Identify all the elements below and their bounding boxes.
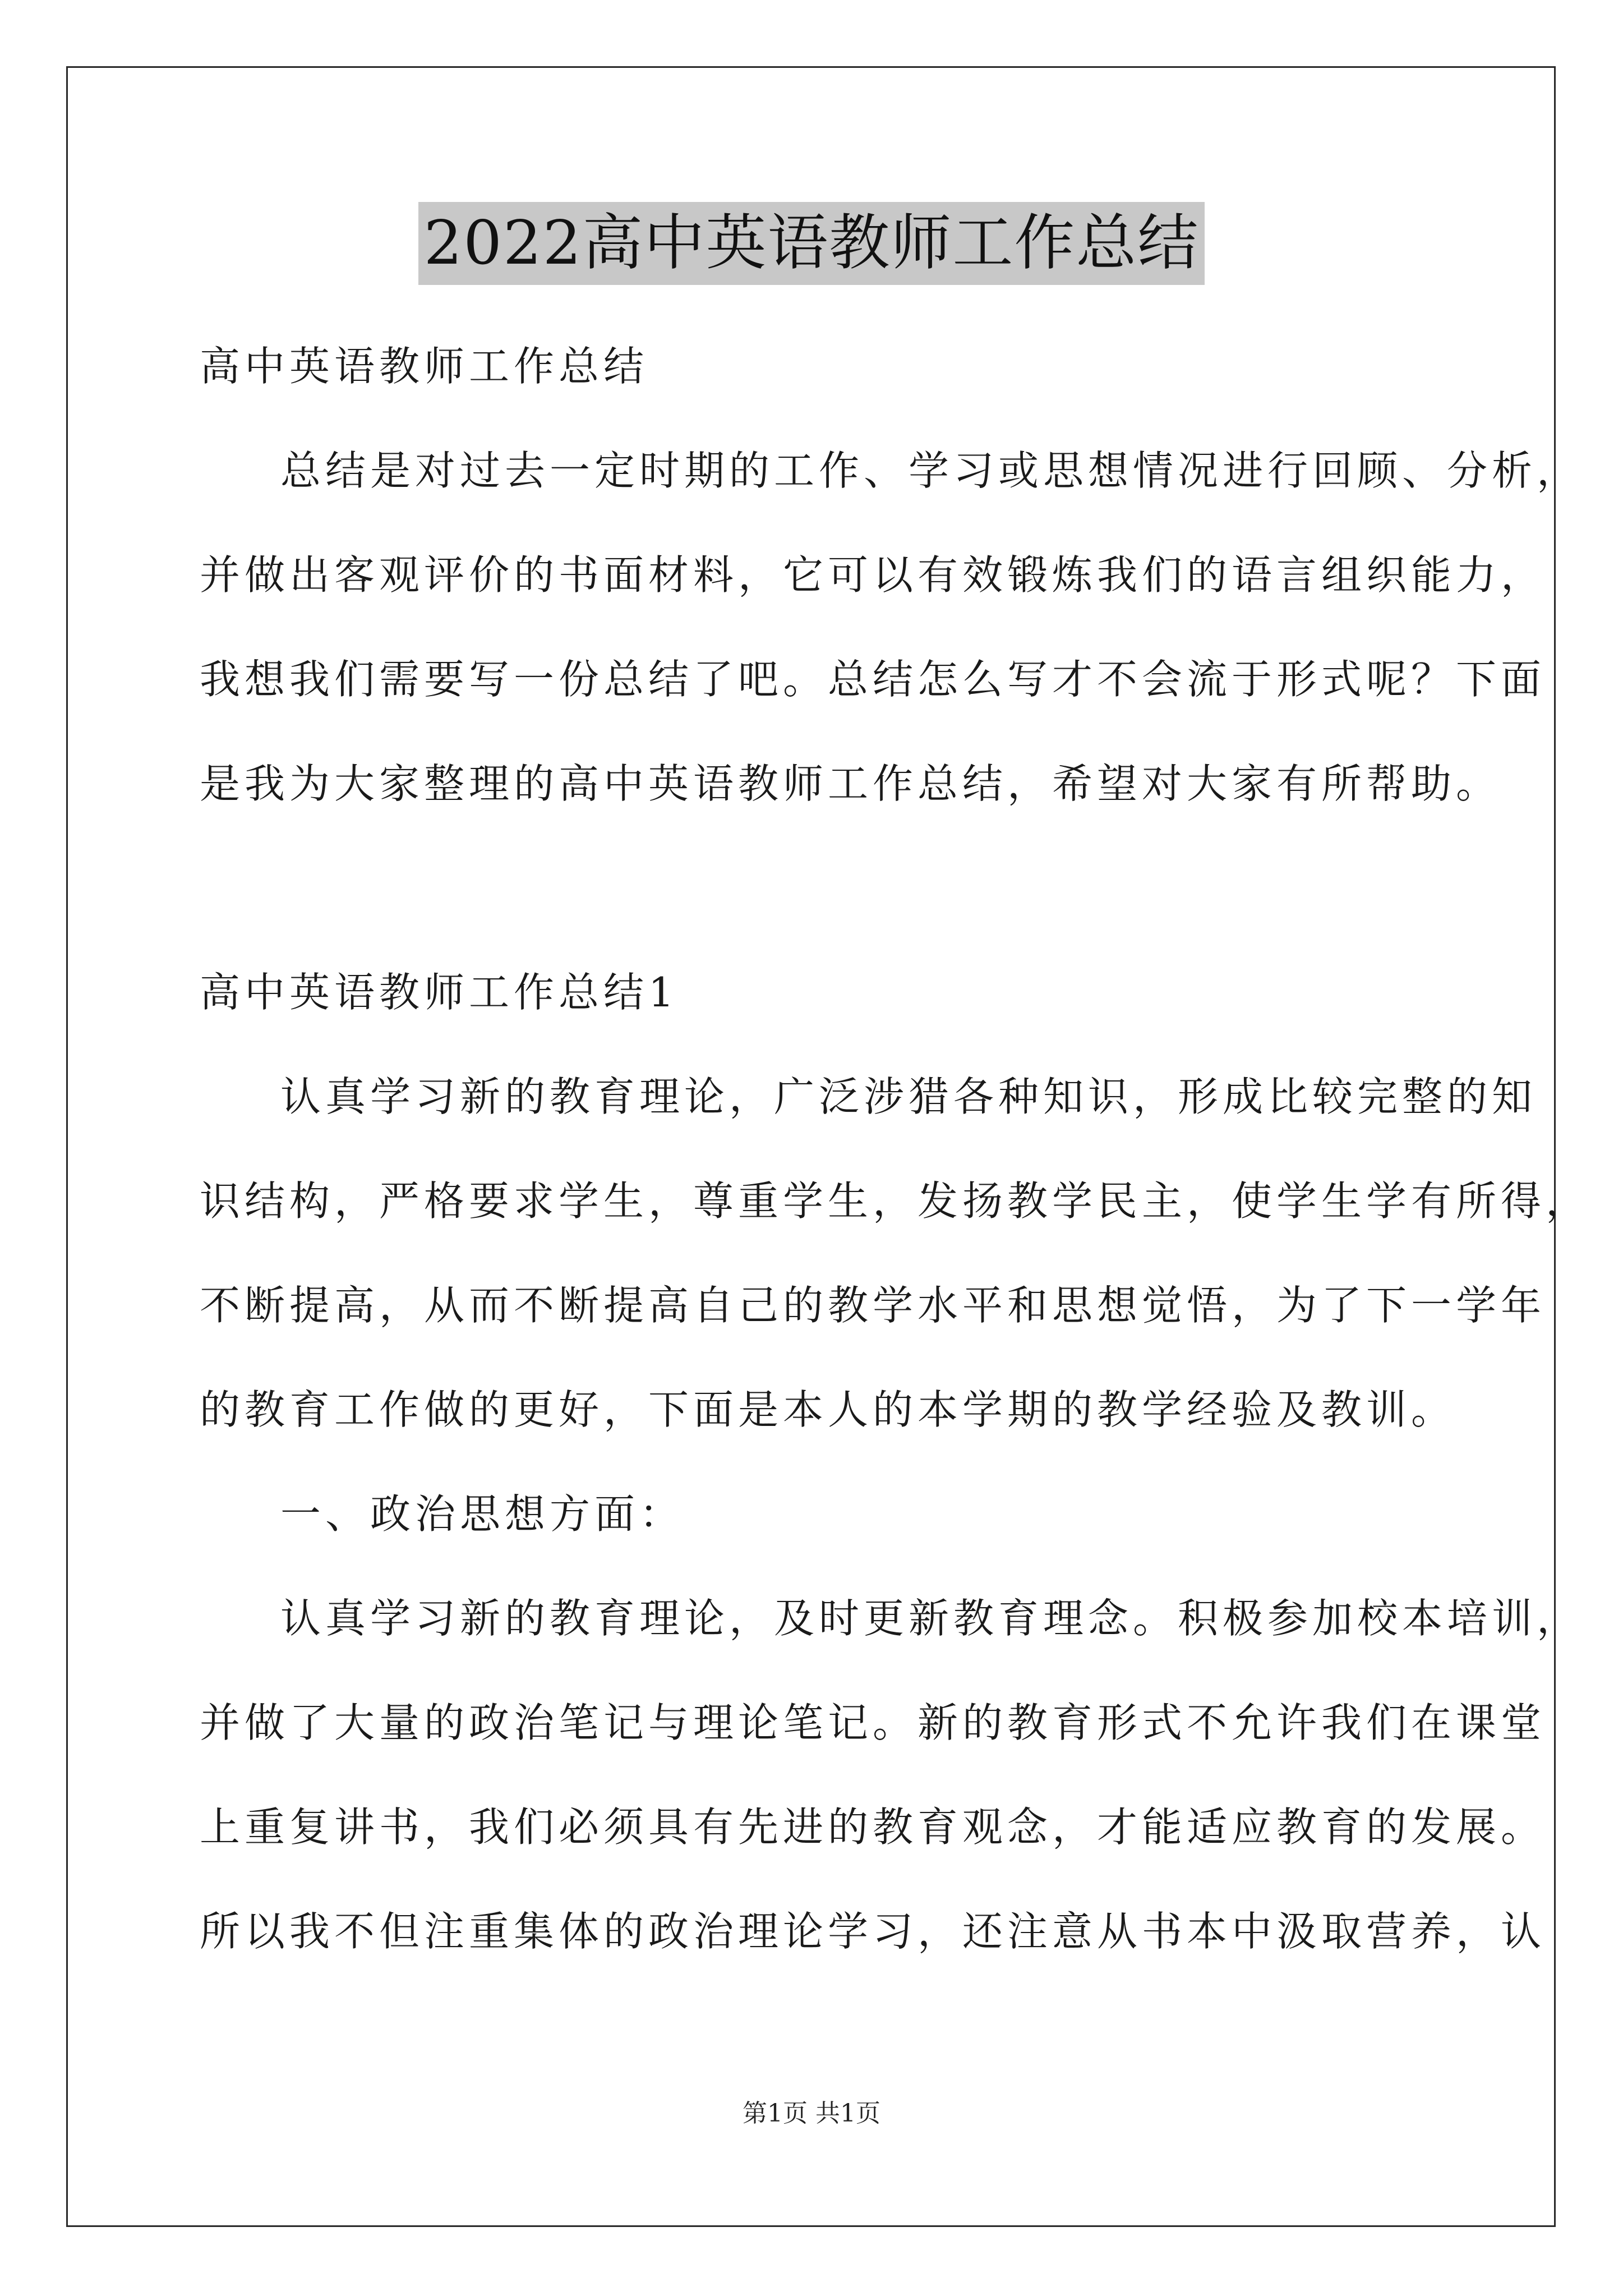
subtitle-line: 高中英语教师工作总结 [200, 343, 649, 390]
paragraph-line: 识结构，严格要求学生，尊重学生，发扬教学民主，使学生学有所得， [200, 1177, 1591, 1225]
paragraph-line: 并做出客观评价的书面材料，它可以有效锻炼我们的语言组织能力， [200, 551, 1546, 599]
paragraph-line: 不断提高，从而不断提高自己的教学水平和思想觉悟，为了下一学年 [200, 1282, 1546, 1329]
paragraph-line: 是我为大家整理的高中英语教师工作总结，希望对大家有所帮助。 [200, 760, 1501, 807]
paragraph-line: 的教育工作做的更好，下面是本人的本学期的教学经验及教训。 [200, 1386, 1456, 1433]
document-body [200, 314, 1591, 1984]
paragraph-line: 认真学习新的教育理论，及时更新教育理念。积极参加校本培训， [280, 1595, 1582, 1642]
subsection-heading: 一、政治思想方面： [280, 1490, 685, 1538]
paragraph-line: 总结是对过去一定时期的工作、学习或思想情况进行回顾、分析， [280, 447, 1582, 494]
document-title: 2022高中英语教师工作总结 [418, 202, 1205, 285]
paragraph-line: 认真学习新的教育理论，广泛涉猎各种知识，形成比较完整的知 [280, 1073, 1537, 1120]
paragraph-line: 所以我不但注重集体的政治理论学习，还注意从书本中汲取营养，认 [200, 1908, 1546, 1955]
paragraph-line: 我想我们需要写一份总结了吧。总结怎么写才不会流于形式呢？下面 [200, 656, 1546, 703]
page-footer: 第1页 共1页 [743, 2099, 880, 2128]
paragraph-line: 上重复讲书，我们必须具有先进的教育观念，才能适应教育的发展。 [200, 1803, 1546, 1851]
paragraph-line: 并做了大量的政治笔记与理论笔记。新的教育形式不允许我们在课堂 [200, 1699, 1546, 1746]
section-heading: 高中英语教师工作总结1 [200, 969, 679, 1016]
title-container [0, 202, 1623, 285]
paragraph-gap [200, 836, 1433, 940]
